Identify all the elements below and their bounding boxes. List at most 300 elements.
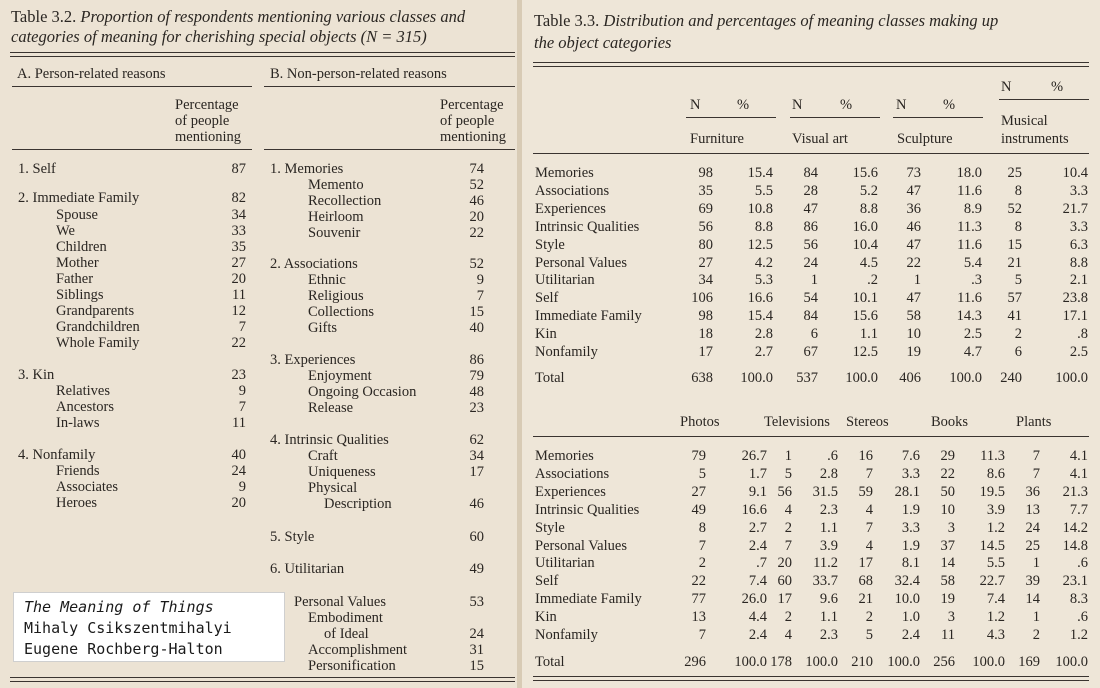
cell-value: 5 xyxy=(698,466,706,482)
row-label-b: Uniqueness xyxy=(308,464,376,480)
cell-value: 14 xyxy=(1025,591,1040,607)
cell-value: 34 xyxy=(698,272,713,288)
col-b-header-2: of people xyxy=(440,113,495,129)
cell-value: 23.8 xyxy=(1062,290,1088,306)
row-value-a: 23 xyxy=(231,367,246,383)
total-value: 210 xyxy=(851,654,873,670)
cell-value: 14.8 xyxy=(1062,538,1088,554)
cell-value: 1.0 xyxy=(901,609,920,625)
cell-value: 24 xyxy=(1025,520,1040,536)
row-label: Kin xyxy=(535,609,557,625)
row-label: Memories xyxy=(535,165,594,181)
header-underline xyxy=(533,436,1089,437)
table-3-2-title-text-2: categories of meaning for cherishing special objects (N = 315) xyxy=(11,27,427,46)
row-value-a: 11 xyxy=(232,287,246,303)
cell-value: 11.6 xyxy=(957,183,982,199)
cell-value: 21 xyxy=(1007,255,1022,271)
col-header-n: N xyxy=(690,97,701,113)
row-label: Personal Values xyxy=(535,538,627,554)
cell-value: 10.8 xyxy=(747,201,773,217)
table-rule xyxy=(533,62,1089,63)
row-label: Associations xyxy=(535,183,610,199)
row-label-b: Gifts xyxy=(308,320,337,336)
cell-value: 10 xyxy=(906,326,921,342)
cell-value: 6 xyxy=(1014,344,1022,360)
row-value-a: 22 xyxy=(231,335,246,351)
cell-value: 3.3 xyxy=(1069,183,1088,199)
row-label: Utilitarian xyxy=(535,555,595,571)
cell-value: 20 xyxy=(777,555,792,571)
cell-value: 2.4 xyxy=(748,538,767,554)
cell-value: 19.5 xyxy=(979,484,1005,500)
row-value-b: 15 xyxy=(469,658,484,674)
cell-value: 4.3 xyxy=(986,627,1005,643)
cell-value: 8 xyxy=(1014,183,1022,199)
row-value-a: 82 xyxy=(231,190,246,206)
cell-value: 4.1 xyxy=(1069,448,1088,464)
cell-value: 67 xyxy=(803,344,818,360)
cell-value: 11 xyxy=(941,627,955,643)
cell-value: 26.7 xyxy=(741,448,767,464)
cell-value: 8.1 xyxy=(901,555,920,571)
row-value-a: 11 xyxy=(232,415,246,431)
row-value-b: 23 xyxy=(469,400,484,416)
cell-value: 14.2 xyxy=(1062,520,1088,536)
cell-value: 2 xyxy=(1032,627,1040,643)
table-3-3-title-line1 xyxy=(534,10,998,32)
total-value: 100.0 xyxy=(845,370,878,386)
cell-value: 47 xyxy=(906,183,921,199)
col-header-underline xyxy=(686,117,776,118)
cell-value: 4 xyxy=(784,502,792,518)
col-header-pct: % xyxy=(737,97,750,113)
row-label-b: Enjoyment xyxy=(308,368,372,384)
group-header-books: Books xyxy=(931,414,969,430)
row-value-b: 52 xyxy=(469,256,484,272)
row-value-b: 46 xyxy=(469,193,484,209)
group-header-sculpture: Sculpture xyxy=(897,131,953,147)
cell-value: 5 xyxy=(784,466,792,482)
table-3-2-title-line1 xyxy=(11,6,465,28)
cell-value: 10.0 xyxy=(894,591,920,607)
cell-value: 37 xyxy=(940,538,955,554)
row-value-a: 27 xyxy=(231,255,246,271)
col-header-underline xyxy=(790,117,880,118)
cell-value: 8.6 xyxy=(986,466,1005,482)
cell-value: 4.5 xyxy=(859,255,878,271)
total-value: 638 xyxy=(691,370,713,386)
cell-value: .7 xyxy=(756,555,767,571)
cell-value: 2.3 xyxy=(819,502,838,518)
cell-value: 16.6 xyxy=(741,502,767,518)
table-rule xyxy=(10,52,515,53)
cell-value: 3 xyxy=(947,609,955,625)
cell-value: 1.1 xyxy=(819,520,838,536)
cell-value: 11.6 xyxy=(957,237,982,253)
table-3-2-title-line2 xyxy=(11,26,427,48)
row-value-b: 15 xyxy=(469,304,484,320)
cell-value: 16.0 xyxy=(852,219,878,235)
cell-value: 1 xyxy=(1032,609,1040,625)
cell-value: 7.7 xyxy=(1069,502,1088,518)
cell-value: 39 xyxy=(1025,573,1040,589)
row-value-a: 9 xyxy=(238,383,246,399)
row-label-b: 2. Associations xyxy=(270,256,358,272)
cell-value: 11.6 xyxy=(957,290,982,306)
cell-value: 2.4 xyxy=(901,627,920,643)
table-3-3-title-text: Distribution and percentages of meaning classes making up xyxy=(603,11,999,30)
row-label-a: Friends xyxy=(56,463,100,479)
cell-value: 13 xyxy=(691,609,706,625)
row-label-a: 1. Self xyxy=(18,161,56,177)
cell-value: 8.8 xyxy=(859,201,878,217)
section-a-heading: A. Person-related reasons xyxy=(17,66,166,82)
cell-value: 7.4 xyxy=(748,573,767,589)
col-header-n: N xyxy=(792,97,803,113)
cell-value: 26.0 xyxy=(741,591,767,607)
cell-value: 79 xyxy=(691,448,706,464)
row-label-b: Personification xyxy=(308,658,396,674)
cell-value: 9.1 xyxy=(748,484,767,500)
cell-value: 15.4 xyxy=(747,308,773,324)
cell-value: 1.7 xyxy=(748,466,767,482)
cell-value: 8.8 xyxy=(754,219,773,235)
cell-value: 2.5 xyxy=(1069,344,1088,360)
cell-value: 22 xyxy=(906,255,921,271)
row-label-b: Accomplishment xyxy=(308,642,408,658)
row-label-a: In-laws xyxy=(56,415,100,431)
total-value: 537 xyxy=(796,370,818,386)
row-label: Utilitarian xyxy=(535,272,595,288)
cell-value: 47 xyxy=(803,201,818,217)
row-value-b: 40 xyxy=(469,320,484,336)
cell-value: 1 xyxy=(913,272,921,288)
row-value-b: 31 xyxy=(469,642,484,658)
cell-value: 17 xyxy=(698,344,713,360)
cell-value: 12.5 xyxy=(747,237,773,253)
cell-value: 29 xyxy=(940,448,955,464)
caption-author-2: Eugene Rochberg-Halton xyxy=(24,640,223,658)
cell-value: 52 xyxy=(1007,201,1022,217)
row-value-b: 7 xyxy=(476,288,484,304)
row-label-a: Whole Family xyxy=(56,335,140,351)
total-value: 178 xyxy=(770,654,792,670)
cell-value: 2 xyxy=(784,520,792,536)
col-a-header-3: mentioning xyxy=(175,129,242,145)
cell-value: 3.9 xyxy=(819,538,838,554)
cell-value: 2.4 xyxy=(748,627,767,643)
total-value: 100.0 xyxy=(972,654,1005,670)
cell-value: 4.1 xyxy=(1069,466,1088,482)
row-value-a: 9 xyxy=(238,479,246,495)
cell-value: 7 xyxy=(1032,466,1040,482)
cell-value: 5.5 xyxy=(986,555,1005,571)
row-label-a: Siblings xyxy=(56,287,104,303)
row-value-b: 53 xyxy=(469,594,484,610)
cell-value: 49 xyxy=(691,502,706,518)
cell-value: 4 xyxy=(865,502,873,518)
col-header-underline xyxy=(999,99,1089,100)
row-value-a: 12 xyxy=(231,303,246,319)
row-label-b: Physical xyxy=(308,480,358,496)
cell-value: 1 xyxy=(810,272,818,288)
cell-value: 1.1 xyxy=(859,326,878,342)
row-label: Nonfamily xyxy=(535,627,598,643)
cell-value: 5.4 xyxy=(963,255,982,271)
table-3-2-title-text: Proportion of respondents mentioning various classes and xyxy=(80,7,466,26)
cell-value: 3 xyxy=(947,520,955,536)
cell-value: 5.5 xyxy=(754,183,773,199)
row-label: Self xyxy=(535,290,559,306)
total-value: 100.0 xyxy=(887,654,920,670)
cell-value: 1.9 xyxy=(901,502,920,518)
row-label-a: 3. Kin xyxy=(18,367,55,383)
row-value-a: 87 xyxy=(231,161,246,177)
total-value: 256 xyxy=(933,654,955,670)
cell-value: 2 xyxy=(784,609,792,625)
cell-value: 1 xyxy=(1032,555,1040,571)
cell-value: 12.5 xyxy=(852,344,878,360)
cell-value: 106 xyxy=(691,290,713,306)
cell-value: 28 xyxy=(803,183,818,199)
cell-value: 5.2 xyxy=(859,183,878,199)
cell-value: 32.4 xyxy=(894,573,920,589)
cell-value: 1.2 xyxy=(1069,627,1088,643)
row-label-b: 4. Intrinsic Qualities xyxy=(270,432,389,448)
cell-value: 4 xyxy=(865,538,873,554)
row-value-a: 40 xyxy=(231,447,246,463)
row-label-b: Collections xyxy=(308,304,375,320)
group-header-furniture: Furniture xyxy=(690,131,744,147)
row-label: Nonfamily xyxy=(535,344,598,360)
row-value-a: 20 xyxy=(231,271,246,287)
cell-value: 17 xyxy=(858,555,873,571)
total-label: Total xyxy=(535,370,565,386)
cell-value: 2.8 xyxy=(819,466,838,482)
cell-value: .6 xyxy=(827,448,838,464)
cell-value: 4.7 xyxy=(963,344,982,360)
col-b-header-1: Percentage xyxy=(440,97,504,113)
cell-value: 68 xyxy=(858,573,873,589)
cell-value: 19 xyxy=(940,591,955,607)
row-value-b: 74 xyxy=(469,161,484,177)
group-header-visual-art: Visual art xyxy=(792,131,848,147)
row-value-b: 52 xyxy=(469,177,484,193)
table-rule xyxy=(10,681,515,682)
row-value-a: 24 xyxy=(231,463,246,479)
cell-value: 1.1 xyxy=(819,609,838,625)
row-value-b: 86 xyxy=(469,352,484,368)
row-label-b: 6. Utilitarian xyxy=(270,561,345,577)
cell-value: 31.5 xyxy=(812,484,838,500)
cell-value: 1.2 xyxy=(986,520,1005,536)
cell-value: 7 xyxy=(698,627,706,643)
row-value-b: 20 xyxy=(469,209,484,225)
row-value-b: 48 xyxy=(469,384,484,400)
total-value: 169 xyxy=(1018,654,1040,670)
total-value: 100.0 xyxy=(734,654,767,670)
col-header-underline xyxy=(893,117,983,118)
cell-value: 1.9 xyxy=(901,538,920,554)
row-value-b: 60 xyxy=(469,529,484,545)
total-value: 100.0 xyxy=(740,370,773,386)
group-header-televisions: Televisions xyxy=(764,414,830,430)
cell-value: 2.5 xyxy=(963,326,982,342)
total-label: Total xyxy=(535,654,565,670)
row-label-b: Souvenir xyxy=(308,225,361,241)
cell-value: 73 xyxy=(906,165,921,181)
cell-value: 21 xyxy=(858,591,873,607)
row-label-b: Embodiment xyxy=(308,610,383,626)
cell-value: 15.6 xyxy=(852,308,878,324)
row-value-b: 79 xyxy=(469,368,484,384)
col-header-n: N xyxy=(896,97,907,113)
total-value: 100.0 xyxy=(805,654,838,670)
col-header-pct: % xyxy=(1051,79,1064,95)
total-value: 240 xyxy=(1000,370,1022,386)
cell-value: 1.2 xyxy=(986,609,1005,625)
cell-value: 7 xyxy=(865,466,873,482)
cell-value: 2 xyxy=(698,555,706,571)
table-3-2-label: Table 3.2. xyxy=(11,7,77,26)
cell-value: 2.3 xyxy=(819,627,838,643)
cell-value: 4.2 xyxy=(754,255,773,271)
cell-value: 14.5 xyxy=(979,538,1005,554)
cell-value: 4 xyxy=(784,627,792,643)
cell-value: 56 xyxy=(803,237,818,253)
group-header-photos: Photos xyxy=(680,414,720,430)
cell-value: 11.2 xyxy=(813,555,838,571)
cell-value: 9.6 xyxy=(819,591,838,607)
cell-value: 16.6 xyxy=(747,290,773,306)
table-rule xyxy=(10,677,515,678)
cell-value: 15 xyxy=(1007,237,1022,253)
row-value-a: 20 xyxy=(231,495,246,511)
cell-value: 1 xyxy=(784,448,792,464)
table-3-3-title-line2 xyxy=(534,32,671,54)
row-label-a: We xyxy=(56,223,75,239)
row-value-a: 35 xyxy=(231,239,246,255)
cell-value: 5 xyxy=(865,627,873,643)
row-label-b: Memento xyxy=(308,177,364,193)
row-label: Intrinsic Qualities xyxy=(535,502,640,518)
cell-value: .3 xyxy=(971,272,982,288)
row-label: Personal Values xyxy=(535,255,627,271)
cell-value: 7 xyxy=(698,538,706,554)
row-value-a: 7 xyxy=(238,319,246,335)
cell-value: 2.8 xyxy=(754,326,773,342)
row-value-a: 33 xyxy=(231,223,246,239)
cell-value: 3.3 xyxy=(901,466,920,482)
cell-value: .8 xyxy=(1077,326,1088,342)
group-header-instruments: instruments xyxy=(1001,131,1069,147)
cell-value: 2.7 xyxy=(748,520,767,536)
cell-value: 57 xyxy=(1007,290,1022,306)
row-value-b: 9 xyxy=(476,272,484,288)
cell-value: 6.3 xyxy=(1069,237,1088,253)
row-label-a: Children xyxy=(56,239,107,255)
table-rule xyxy=(10,56,515,57)
cell-value: 8.9 xyxy=(963,201,982,217)
cell-value: 7 xyxy=(865,520,873,536)
row-label-b: Personal Values xyxy=(294,594,386,610)
cell-value: 5.3 xyxy=(754,272,773,288)
row-value-b: 24 xyxy=(469,626,484,642)
cell-value: 7.6 xyxy=(901,448,920,464)
cell-value: 41 xyxy=(1007,308,1022,324)
cell-value: 36 xyxy=(906,201,921,217)
header-underline-a xyxy=(12,149,252,150)
group-header-musical: Musical xyxy=(1001,113,1048,129)
row-value-b: 34 xyxy=(469,448,484,464)
cell-value: .6 xyxy=(1077,555,1088,571)
header-underline-b xyxy=(264,149,515,150)
cell-value: 56 xyxy=(777,484,792,500)
table-rule xyxy=(533,680,1089,681)
cell-value: 86 xyxy=(803,219,818,235)
row-label-a: Spouse xyxy=(56,207,98,223)
cell-value: 10.1 xyxy=(852,290,878,306)
table-rule xyxy=(533,66,1089,67)
cell-value: 25 xyxy=(1025,538,1040,554)
header-underline xyxy=(533,153,1089,154)
row-label-b: Release xyxy=(308,400,354,416)
cell-value: 2 xyxy=(865,609,873,625)
cell-value: 50 xyxy=(940,484,955,500)
cell-value: 10.4 xyxy=(1062,165,1088,181)
cell-value: 35 xyxy=(698,183,713,199)
row-label: Immediate Family xyxy=(535,308,642,324)
cell-value: 36 xyxy=(1025,484,1040,500)
row-value-b: 46 xyxy=(469,496,484,512)
row-value-b: 17 xyxy=(469,464,484,480)
row-label: Experiences xyxy=(535,484,606,500)
cell-value: 98 xyxy=(698,165,713,181)
section-b-underline xyxy=(264,86,515,87)
row-label-a: Grandchildren xyxy=(56,319,140,335)
row-label: Kin xyxy=(535,326,557,342)
row-label-a: Relatives xyxy=(56,383,110,399)
section-b-heading: B. Non-person-related reasons xyxy=(270,66,447,82)
cell-value: 8 xyxy=(1014,219,1022,235)
cell-value: 7 xyxy=(1032,448,1040,464)
col-header-pct: % xyxy=(943,97,956,113)
cell-value: 27 xyxy=(691,484,706,500)
total-value: 296 xyxy=(684,654,706,670)
cell-value: 21.3 xyxy=(1062,484,1088,500)
row-label-b: 5. Style xyxy=(270,529,315,545)
total-value: 100.0 xyxy=(1055,654,1088,670)
cell-value: 3.3 xyxy=(901,520,920,536)
cell-value: 19 xyxy=(906,344,921,360)
cell-value: 24 xyxy=(803,255,818,271)
cell-value: 22 xyxy=(940,466,955,482)
cell-value: 17 xyxy=(777,591,792,607)
cell-value: 15.6 xyxy=(852,165,878,181)
cell-value: 27 xyxy=(698,255,713,271)
cell-value: 56 xyxy=(698,219,713,235)
row-label-a: Ancestors xyxy=(56,399,114,415)
cell-value: 5 xyxy=(1014,272,1022,288)
cell-value: 46 xyxy=(906,219,921,235)
row-label-b: Ethnic xyxy=(308,272,346,288)
cell-value: 6 xyxy=(810,326,818,342)
col-a-header-2: of people xyxy=(175,113,230,129)
row-label-a: Associates xyxy=(56,479,119,495)
cell-value: .2 xyxy=(867,272,878,288)
col-header-n: N xyxy=(1001,79,1012,95)
row-label-b: of Ideal xyxy=(324,626,369,642)
